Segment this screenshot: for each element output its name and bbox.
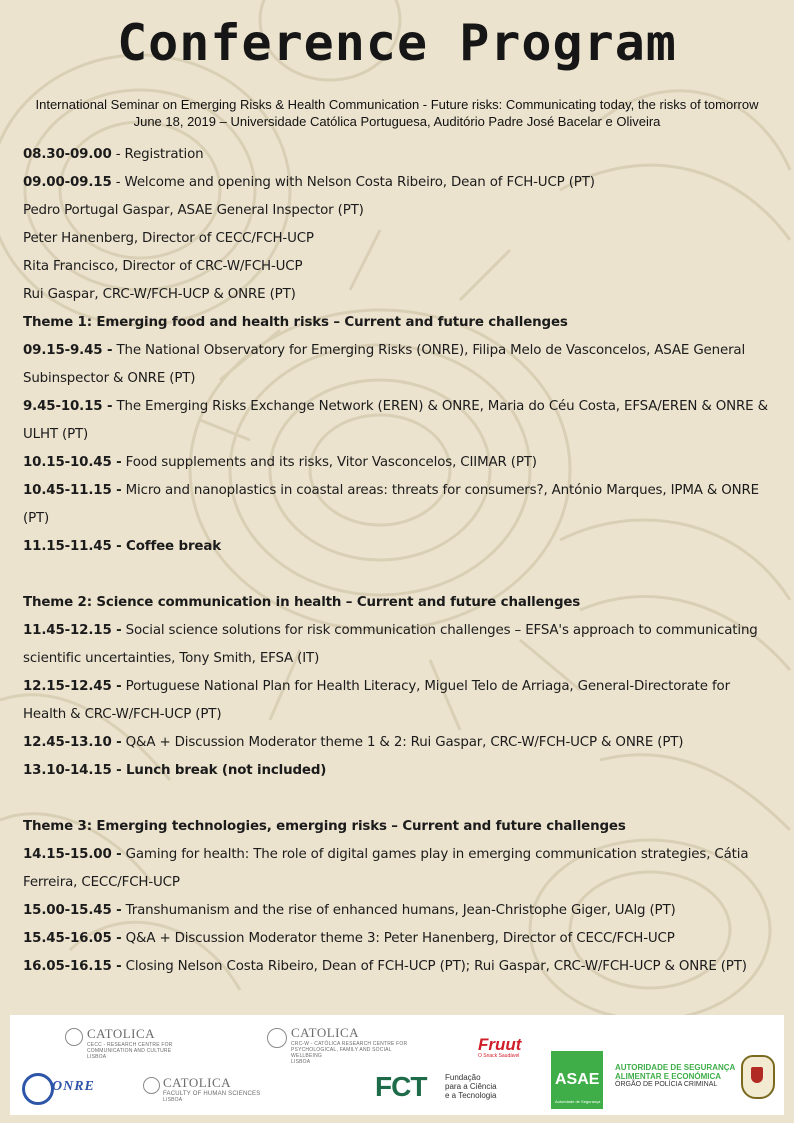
program-list — [23, 141, 773, 981]
heading-text: 11.15-11.45 - Coffee break — [23, 539, 221, 554]
program-item — [23, 673, 773, 729]
session-description: Rui Gaspar, CRC-W/FCH-UCP & ONRE (PT) — [23, 287, 296, 302]
session-description: Peter Hanenberg, Director of CECC/FCH-UCP — [23, 231, 314, 246]
program-item — [23, 393, 773, 449]
heading-text: Theme 3: Emerging technologies, emerging risks – Current and future challenges — [23, 819, 626, 834]
session-description: Portuguese National Plan for Health Literacy, Miguel Telo de Arriaga, General-Directorate for Health & CRC-W/FCH-UCP (PT) — [23, 679, 730, 722]
catolica-crest-icon — [65, 1028, 83, 1046]
session-description: Social science solutions for risk communication challenges – EFSA's approach to communicating scientific uncertainties, Tony Smith, EFSA (IT) — [23, 623, 758, 666]
page-title: Conference Program — [117, 14, 677, 72]
heading-text: 13.10-14.15 - Lunch break (not included) — [23, 763, 327, 778]
heading-text: Theme 1: Emerging food and health risks – Current and future challenges — [23, 315, 568, 330]
session-description: - Welcome and opening with Nelson Costa Ribeiro, Dean of FCH-UCP (PT) — [111, 175, 595, 190]
session-description: Q&A + Discussion Moderator theme 3: Peter Hanenberg, Director of CECC/FCH-UCP — [121, 931, 675, 946]
session-time: 16.05-16.15 - — [23, 959, 122, 974]
session-description: Rita Francisco, Director of CRC-W/FCH-UCP — [23, 259, 303, 274]
program-item — [23, 925, 773, 953]
program-item — [23, 477, 773, 533]
subtitle-date-venue: June 18, 2019 – Universidade Católica Portuguesa, Auditório Padre José Bacelar e Oliveira — [133, 114, 661, 129]
session-time: 15.45-16.05 - — [23, 931, 122, 946]
program-heading — [23, 813, 773, 841]
session-time: 12.15-12.45 - — [23, 679, 122, 694]
asae-authority-text: AUTORIDADE DE SEGURANÇA ALIMENTAR E ECONÓMICA ÓRGÃO DE POLÍCIA CRIMINAL — [615, 1063, 736, 1088]
spacer — [23, 785, 773, 813]
program-item — [23, 141, 773, 169]
session-description: Closing Nelson Costa Ribeiro, Dean of FCH-UCP (PT); Rui Gaspar, CRC-W/FCH-UCP & ONRE (PT) — [121, 959, 747, 974]
program-heading — [23, 757, 773, 785]
session-description: - Registration — [111, 147, 204, 162]
program-item — [23, 617, 773, 673]
fct-logo: FCT Fundação para a Ciência e a Tecnologia — [375, 1071, 497, 1102]
session-description: Pedro Portugal Gaspar, ASAE General Inspector (PT) — [23, 203, 364, 218]
program-item — [23, 253, 773, 281]
session-time: 09.15-9.45 - — [23, 343, 113, 358]
session-description: Gaming for health: The role of digital games play in emerging communication strategies, Cátia Ferreira, CECC/FCH-UCP — [23, 847, 749, 890]
session-time: 09.00-09.15 — [23, 175, 112, 190]
catolica-crest-icon — [267, 1028, 287, 1048]
spacer — [23, 561, 773, 589]
catolica-crest-icon — [143, 1077, 160, 1094]
program-heading — [23, 533, 773, 561]
program-item — [23, 897, 773, 925]
program-heading — [23, 309, 773, 337]
program-item — [23, 841, 773, 897]
session-description: The National Observatory for Emerging Risks (ONRE), Filipa Melo de Vasconcelos, ASAE General Subinspector & ONRE (PT) — [23, 343, 746, 386]
subtitle-event: International Seminar on Emerging Risks & Health Communication - Future risks: Communicating today, the risks of tomorrow — [35, 97, 759, 112]
program-item — [23, 953, 773, 981]
fruut-logo: Fruut O Snack Saudável — [478, 1035, 522, 1059]
session-time: 12.45-13.10 - — [23, 735, 122, 750]
onre-logo: ONRE — [22, 1071, 102, 1105]
session-time: 14.15-15.00 - — [23, 847, 122, 862]
program-item — [23, 281, 773, 309]
onre-circle-icon — [22, 1073, 54, 1105]
program-item — [23, 337, 773, 393]
subtitle — [0, 96, 794, 130]
session-time: 10.15-10.45 - — [23, 455, 122, 470]
session-time: 10.45-11.15 - — [23, 483, 122, 498]
asae-logo: ASAE Autoridade de Segurança — [551, 1051, 603, 1109]
session-time: 9.45-10.15 - — [23, 399, 113, 414]
program-item — [23, 197, 773, 225]
session-description: The Emerging Risks Exchange Network (EREN) & ONRE, Maria do Céu Costa, EFSA/EREN & ONRE & ULHT (PT) — [23, 399, 768, 442]
program-heading — [23, 589, 773, 617]
session-description: Food supplements and its risks, Vitor Vasconcelos, CIIMAR (PT) — [121, 455, 537, 470]
sponsor-logos: CATOLICA CECC - RESEARCH CENTRE FOR COMMUNICATION AND CULTURE LISBOA CATOLICA CRC-W - CATÓLICA RESEARCH CENTRE FOR PSYCHOLOGICAL, FAMILY AND SOCIAL WELLBEING LISBOA ONRE CATOLICA FACULTY OF HUMAN SCIENCES LISBOA FCT Fundação para a Ciência e a Tecnologia Fruut O Snack Saudável ASAE Autoridade de Segurança AUTORIDADE DE SEGURANÇA ALIMENTAR E ECONÓMICA ÓRGÃO DE POLÍCIA CRIMINAL — [10, 1015, 784, 1115]
program-item — [23, 729, 773, 757]
session-time: 11.45-12.15 - — [23, 623, 122, 638]
session-description: Transhumanism and the rise of enhanced humans, Jean-Christophe Giger, UAlg (PT) — [121, 903, 676, 918]
session-description: Q&A + Discussion Moderator theme 1 & 2: Rui Gaspar, CRC-W/FCH-UCP & ONRE (PT) — [121, 735, 684, 750]
session-time: 15.00-15.45 - — [23, 903, 122, 918]
police-crest-icon — [741, 1055, 775, 1099]
program-item — [23, 449, 773, 477]
program-item — [23, 169, 773, 197]
session-description: Micro and nanoplastics in coastal areas: threats for consumers?, António Marques, IPMA & ONRE (PT) — [23, 483, 759, 526]
heading-text: Theme 2: Science communication in health – Current and future challenges — [23, 595, 581, 610]
session-time: 08.30-09.00 — [23, 147, 112, 162]
program-item — [23, 225, 773, 253]
